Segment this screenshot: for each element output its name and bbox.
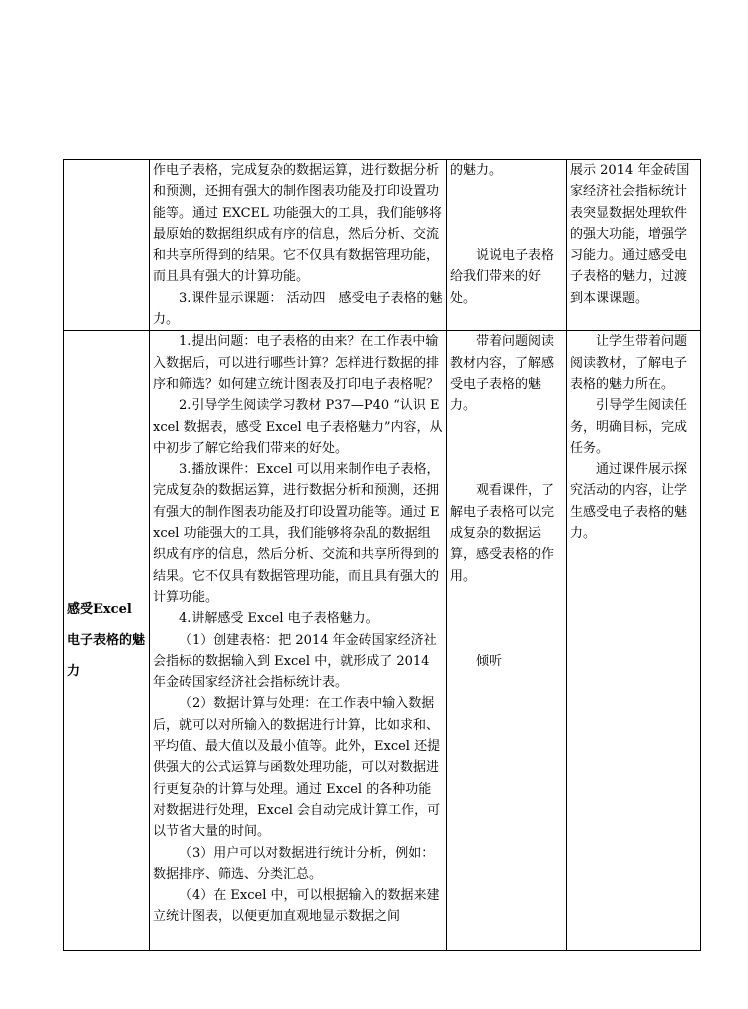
- paragraph: 展示 2014 年金砖国家经济社会指标统计表突显数据处理软件的强大功能，增强学习能力。通过感受电子表格的魅力，过渡到本课课题。: [570, 163, 690, 306]
- student-activity-cell: [447, 160, 567, 331]
- paragraph: 说说电子表格给我们带来的好处。: [450, 248, 555, 306]
- paragraph: （2）数据计算与处理：在工作表中输入数据后，就可以对所输入的数据进行计算，比如求和、平均值、最大值以及最小值等。此外，Excel 还提供强大的公式运算与函数处理功能，可以对数据进行更复杂的计算与处理。通过 Excel 的各种功能对数据进行处理，Excel 会自动完成计算工作，可以节省大量的时间。: [153, 696, 441, 840]
- table-row: [64, 331, 701, 951]
- section-cell: 感受Excel 电子表格的魅力: [64, 331, 150, 951]
- paragraph: 的魅力。: [450, 163, 503, 178]
- student-activity-cell: [447, 331, 567, 951]
- paragraph: 让学生带着问题阅读教材，了解电子表格的魅力所在。: [570, 334, 688, 392]
- paragraph: 通过课件展示探究活动的内容，让学生感受电子表格的魅力。: [570, 462, 688, 542]
- design-intent-cell: [567, 331, 701, 951]
- table-row: [64, 160, 701, 331]
- paragraph: 4.讲解感受 Excel 电子表格魅力。: [179, 611, 379, 627]
- paragraph: 1.提出问题：电子表格的由来？在工作表中输入数据后，可以进行哪些计算？怎样进行数据的排序和筛选？如何建立统计图表及打印电子表格呢？: [153, 334, 440, 392]
- design-intent-cell: [567, 160, 701, 331]
- paragraph: 3.播放课件：Excel 可以用来制作电子表格，完成复杂的数据运算，进行数据分析和预测，还拥有强大的制作图表功能及打印设置功能等。通过 Excel 功能强大的工具，我们能够将杂乱的数据组织成有序的信息，然后分析、交流和共享所得到的结果。它不仅具有数据管理功能，而且具有强大的计算功能。: [153, 462, 440, 605]
- paragraph: 作电子表格，完成复杂的数据运算，进行数据分析和预测，还拥有强大的制作图表功能及打印设置功能等。通过 EXCEL 功能强大的工具，我们能够将最原始的数据组织成有序的信息，然后分析、交流和共享所得到的结果。它不仅具有数据管理功能，而且具有强大的计算功能。: [153, 163, 442, 285]
- teacher-activity-cell: [150, 160, 447, 331]
- paragraph: 带着问题阅读教材内容，了解感受电子表格的魅力。: [450, 334, 555, 414]
- paragraph: （4）在 Excel 中，可以根据输入的数据来建立统计图表，以便更加直观地显示数据之间: [153, 888, 440, 925]
- lesson-plan-table: [63, 159, 701, 951]
- paragraph: （3）用户可以对数据进行统计分析，例如：数据排序、筛选、分类汇总。: [153, 845, 435, 882]
- paragraph: （1）创建表格：把 2014 年金砖国家经济社会指标的数据输入到 Excel 中，就形成了 2014 年金砖国家经济社会指标统计表。: [153, 632, 437, 691]
- teacher-activity-cell: [150, 331, 447, 951]
- section-cell: [64, 160, 150, 331]
- paragraph: 2.引导学生阅读学习教材 P37—P40 “认识 Excel 数据表，感受 Excel 电子表格魅力”内容，从中初步了解它给我们带来的好处。: [153, 398, 443, 456]
- paragraph: 观看课件，了解电子表格可以完成复杂的数据运算，感受表格的作用。: [450, 483, 555, 584]
- paragraph: 引导学生阅读任务，明确目标，完成任务。: [570, 398, 688, 456]
- paragraph: 3.课件显示课题： 活动四 感受电子表格的魅力。: [153, 290, 443, 328]
- paragraph: 倾听: [476, 653, 503, 669]
